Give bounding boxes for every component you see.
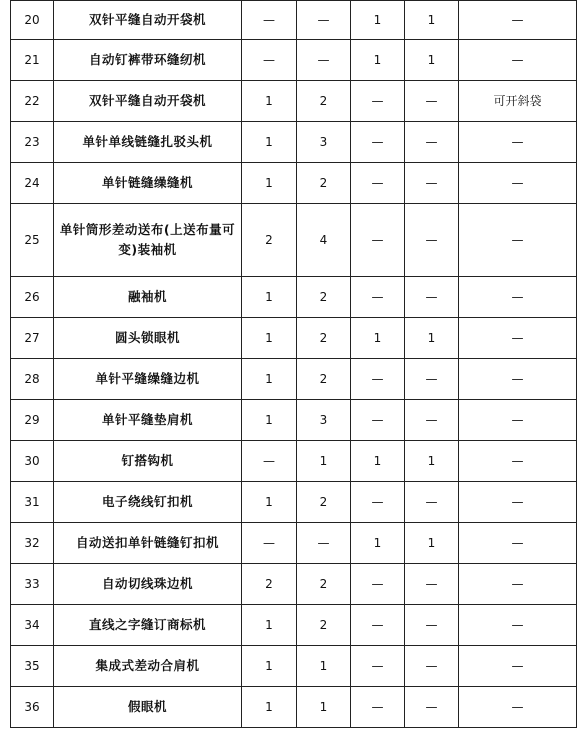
- value-col-3: —: [351, 359, 405, 400]
- machine-name: 单针链缝缲缝机: [54, 163, 242, 204]
- value-col-3: —: [351, 204, 405, 277]
- row-number: 23: [11, 122, 54, 163]
- table-row: [11, 81, 577, 122]
- value-col-2: 2: [297, 605, 351, 646]
- value-col-1: 1: [242, 122, 297, 163]
- value-col-1: 1: [242, 646, 297, 687]
- value-col-4: 1: [405, 441, 459, 482]
- value-col-4: —: [405, 687, 459, 728]
- value-col-4: —: [405, 359, 459, 400]
- value-col-3: —: [351, 482, 405, 523]
- value-col-1: —: [242, 40, 297, 81]
- value-col-1: 1: [242, 359, 297, 400]
- machine-name: 假眼机: [54, 687, 242, 728]
- value-col-3: 1: [351, 318, 405, 359]
- table-row: [11, 122, 577, 163]
- value-col-4: 1: [405, 40, 459, 81]
- note-cell: —: [459, 646, 577, 687]
- value-col-4: —: [405, 564, 459, 605]
- value-col-2: 1: [297, 646, 351, 687]
- machine-table: [10, 0, 577, 728]
- machine-name: 双针平缝自动开袋机: [54, 1, 242, 40]
- value-col-1: 1: [242, 318, 297, 359]
- row-number: 30: [11, 441, 54, 482]
- machine-name: 融袖机: [54, 277, 242, 318]
- value-col-3: —: [351, 564, 405, 605]
- machine-name: 单针筒形差动送布(上送布量可变)装袖机: [54, 204, 242, 277]
- note-cell: —: [459, 359, 577, 400]
- value-col-4: —: [405, 605, 459, 646]
- value-col-2: 2: [297, 359, 351, 400]
- table-row: [11, 40, 577, 81]
- table-row: [11, 482, 577, 523]
- note-cell: —: [459, 400, 577, 441]
- value-col-4: —: [405, 204, 459, 277]
- note-cell: —: [459, 687, 577, 728]
- note-cell: —: [459, 40, 577, 81]
- value-col-3: 1: [351, 40, 405, 81]
- row-number: 34: [11, 605, 54, 646]
- note-cell: —: [459, 564, 577, 605]
- row-number: 29: [11, 400, 54, 441]
- note-cell: —: [459, 1, 577, 40]
- value-col-4: —: [405, 81, 459, 122]
- machine-name: 自动切线珠边机: [54, 564, 242, 605]
- value-col-2: —: [297, 523, 351, 564]
- value-col-1: 1: [242, 482, 297, 523]
- value-col-3: —: [351, 122, 405, 163]
- row-number: 31: [11, 482, 54, 523]
- machine-name: 自动钉裤带环缝纫机: [54, 40, 242, 81]
- note-cell: —: [459, 523, 577, 564]
- table-row: [11, 523, 577, 564]
- note-cell: —: [459, 163, 577, 204]
- value-col-2: 2: [297, 564, 351, 605]
- value-col-3: —: [351, 81, 405, 122]
- note-cell: —: [459, 122, 577, 163]
- table-row: [11, 163, 577, 204]
- table-row: [11, 204, 577, 277]
- note-cell: —: [459, 441, 577, 482]
- row-number: 24: [11, 163, 54, 204]
- note-cell: —: [459, 482, 577, 523]
- value-col-3: —: [351, 646, 405, 687]
- machine-name: 电子绕线钉扣机: [54, 482, 242, 523]
- value-col-4: —: [405, 400, 459, 441]
- table-row: [11, 400, 577, 441]
- value-col-2: 2: [297, 277, 351, 318]
- value-col-3: 1: [351, 523, 405, 564]
- row-number: 36: [11, 687, 54, 728]
- machine-name: 直线之字缝订商标机: [54, 605, 242, 646]
- machine-name: 单针单线链缝扎驳头机: [54, 122, 242, 163]
- value-col-4: 1: [405, 523, 459, 564]
- value-col-4: —: [405, 646, 459, 687]
- value-col-2: 4: [297, 204, 351, 277]
- table-row: [11, 359, 577, 400]
- value-col-2: 3: [297, 122, 351, 163]
- value-col-1: 1: [242, 605, 297, 646]
- value-col-2: —: [297, 1, 351, 40]
- value-col-1: 1: [242, 400, 297, 441]
- machine-name: 双针平缝自动开袋机: [54, 81, 242, 122]
- row-number: 22: [11, 81, 54, 122]
- table-row: [11, 1, 577, 40]
- note-cell: —: [459, 605, 577, 646]
- row-number: 33: [11, 564, 54, 605]
- value-col-1: 1: [242, 163, 297, 204]
- value-col-2: 2: [297, 318, 351, 359]
- value-col-4: —: [405, 163, 459, 204]
- machine-name: 自动送扣单针链缝钉扣机: [54, 523, 242, 564]
- value-col-3: —: [351, 605, 405, 646]
- value-col-1: —: [242, 441, 297, 482]
- row-number: 25: [11, 204, 54, 277]
- machine-name: 钉搭钩机: [54, 441, 242, 482]
- table-row: [11, 277, 577, 318]
- table-row: [11, 605, 577, 646]
- value-col-3: —: [351, 277, 405, 318]
- note-cell: —: [459, 277, 577, 318]
- value-col-3: 1: [351, 441, 405, 482]
- value-col-4: —: [405, 482, 459, 523]
- row-number: 26: [11, 277, 54, 318]
- machine-name: 单针平缝缲缝边机: [54, 359, 242, 400]
- value-col-3: —: [351, 400, 405, 441]
- row-number: 32: [11, 523, 54, 564]
- value-col-2: 2: [297, 81, 351, 122]
- row-number: 21: [11, 40, 54, 81]
- value-col-2: 3: [297, 400, 351, 441]
- value-col-4: —: [405, 277, 459, 318]
- machine-name: 圆头锁眼机: [54, 318, 242, 359]
- table-body: [11, 1, 577, 728]
- value-col-3: 1: [351, 1, 405, 40]
- table-row: [11, 687, 577, 728]
- value-col-1: 1: [242, 687, 297, 728]
- value-col-2: 2: [297, 482, 351, 523]
- value-col-3: —: [351, 163, 405, 204]
- value-col-1: 2: [242, 564, 297, 605]
- value-col-1: 1: [242, 277, 297, 318]
- value-col-1: —: [242, 523, 297, 564]
- value-col-4: 1: [405, 318, 459, 359]
- value-col-2: 2: [297, 163, 351, 204]
- value-col-2: —: [297, 40, 351, 81]
- machine-name: 集成式差动合肩机: [54, 646, 242, 687]
- row-number: 35: [11, 646, 54, 687]
- table-row: [11, 646, 577, 687]
- note-cell: 可开斜袋: [459, 81, 577, 122]
- table-row: [11, 564, 577, 605]
- value-col-2: 1: [297, 687, 351, 728]
- note-cell: —: [459, 318, 577, 359]
- table-row: [11, 441, 577, 482]
- row-number: 28: [11, 359, 54, 400]
- row-number: 20: [11, 1, 54, 40]
- note-cell: —: [459, 204, 577, 277]
- machine-name: 单针平缝垫肩机: [54, 400, 242, 441]
- value-col-1: —: [242, 1, 297, 40]
- value-col-2: 1: [297, 441, 351, 482]
- table-row: [11, 318, 577, 359]
- row-number: 27: [11, 318, 54, 359]
- value-col-4: 1: [405, 1, 459, 40]
- value-col-4: —: [405, 122, 459, 163]
- value-col-3: —: [351, 687, 405, 728]
- value-col-1: 1: [242, 81, 297, 122]
- value-col-1: 2: [242, 204, 297, 277]
